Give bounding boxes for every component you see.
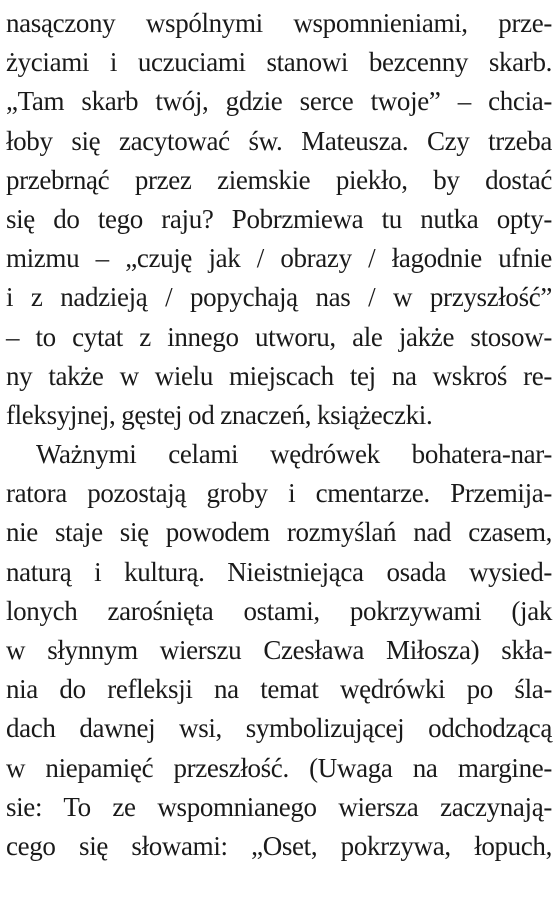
text-line: łoby się zacytować św. Mateusza. Czy trzeba: [6, 125, 552, 156]
text-line: życiami i uczuciami stanowi bezcenny skarb.: [6, 47, 552, 78]
text-line: sie: To ze wspomnianego wiersza zaczynają-: [6, 791, 552, 822]
text-line: się do tego raju? Pobrzmiewa tu nutka opty-: [6, 203, 552, 234]
text-line: naturą i kulturą. Nieistniejąca osada wysied-: [6, 556, 552, 587]
text-line: cego się słowami: „Oset, pokrzywa, łopuch,: [6, 830, 552, 861]
text-line: mizmu – „czuję jak / obrazy / łagodnie ufnie: [6, 243, 552, 274]
text-line: dach dawnej wsi, symbolizującej odchodzącą: [6, 713, 552, 744]
text-line: – to cytat z innego utworu, ale jakże stosow-: [6, 321, 552, 352]
text-line: nasączony wspólnymi wspomnieniami, prze-: [6, 8, 552, 38]
text-line: fleksyjnej, gęstej od znaczeń, książeczki.: [6, 399, 433, 430]
text-line: w niepamięć przeszłość. (Uwaga na margine-: [6, 752, 552, 783]
text-line: nie staje się powodem rozmyślań nad czasem,: [6, 517, 552, 548]
text-line: nia do refleksji na temat wędrówki po śla-: [6, 674, 552, 705]
paragraph-1: [6, 4, 552, 435]
text-line: przebrnąć przez ziemskie piekło, by dostać: [6, 164, 552, 195]
text-line: „Tam skarb twój, gdzie serce twoje” – chcia-: [6, 86, 552, 117]
text-line: i z nadzieją / popychają nas / w przyszłość”: [6, 282, 552, 313]
text-line: lonych zarośnięta ostami, pokrzywami (jak: [6, 595, 552, 626]
text-line: Ważnymi celami wędrówek bohatera-nar-: [36, 439, 552, 470]
text-line: ny także w wielu miejscach tej na wskroś re-: [6, 360, 552, 391]
text-line: w słynnym wierszu Czesława Miłosza) skła-: [6, 635, 552, 665]
text-line: ratora pozostają groby i cmentarze. Przemija-: [6, 478, 552, 509]
paragraph-2: [6, 435, 552, 866]
